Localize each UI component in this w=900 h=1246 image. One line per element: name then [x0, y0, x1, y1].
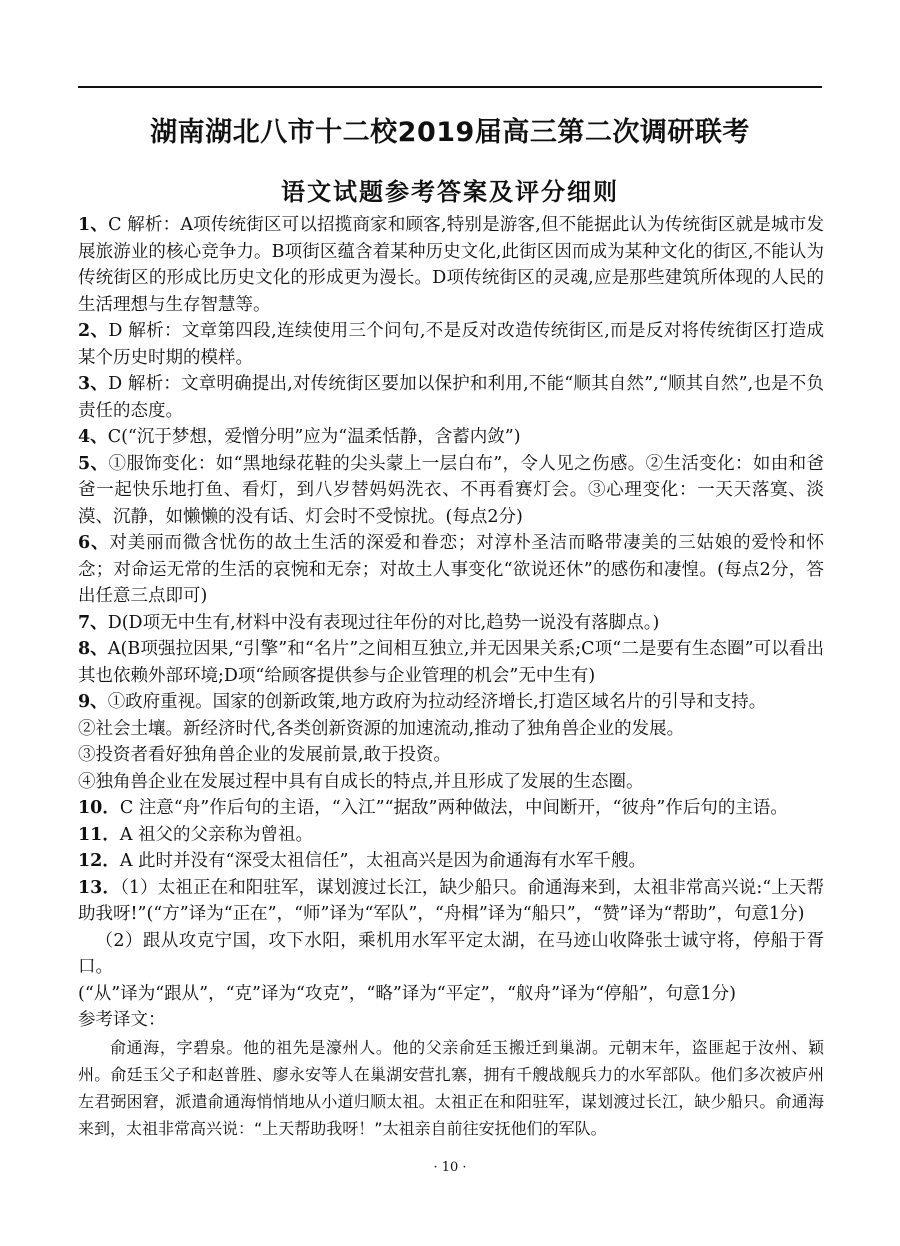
answer-item: [78, 318, 824, 371]
answer-number: 12．: [78, 851, 120, 871]
answer-number: 10．: [78, 798, 120, 818]
answer-item: [78, 769, 824, 796]
answer-item: [78, 636, 824, 689]
answer-text: A 此时并没有“深受太祖信任”，太祖高兴是因为俞通海有水军千艘。: [119, 851, 646, 871]
answer-number: 5、: [78, 453, 109, 474]
answer-item: [78, 530, 824, 610]
answer-item: [78, 610, 824, 637]
answer-number: 2、: [78, 321, 109, 341]
answer-number: 6、: [78, 533, 110, 553]
answer-item: [78, 742, 824, 769]
reference-translation-body: 俞通海，字碧泉。他的祖先是濠州人。他的父亲俞廷玉搬迁到巢湖。元朝末年，盗匪起于汝州、颖州。俞廷玉父子和赵普胜、廖永安等人在巢湖安营扎寨，拥有千艘战舰兵力的水军部队。他们多次被庐州左君弼困窘，派遣俞通海悄悄地从小道归顺太祖。太祖正在和阳驻军，谋划渡过长江，缺少船只。俞通海来到，太祖非常高兴说：“上天帮助我呀！”太祖亲自前往安抚他们的军队。: [78, 1037, 824, 1138]
answer-text: 对美丽而微含忧伤的故土生活的深爱和眷恋；对淳朴圣洁而略带凄美的三姑娘的爱怜和怀念；对命运无常的生活的哀惋和无奈；对故土人事变化“欲说还休”的感伤和凄惶。(每点2分，答出任意三点即可): [78, 533, 824, 606]
answer-item: [78, 212, 824, 318]
answer-item: [78, 795, 824, 822]
answer-number: 8、: [78, 639, 108, 659]
answer-number: 9、: [78, 692, 108, 712]
answer-text: D(D项无中生有,材料中没有表现过往年份的对比,趋势一说没有落脚点。): [107, 612, 660, 633]
answer-text: D 解析：文章第四段,连续使用三个问句,不是反对改造传统街区,而是反对将传统街区打造成某个历史时期的模样。: [78, 321, 825, 368]
answer-item: [78, 424, 824, 451]
answer-number: 1、: [78, 215, 109, 235]
answer-key-subtitle: 语文试题参考答案及评分细则: [281, 177, 619, 206]
answer-text: ①政府重视。国家的创新政策,地方政府为拉动经济增长,打造区域名片的引导和支持。: [107, 692, 767, 712]
page-number: · 10 ·: [433, 1160, 467, 1175]
answer-text: （1）太祖正在和阳驻军，谋划渡过长江，缺少船只。俞通海来到，太祖非常高兴说:“上天帮助我呀!”(“方”译为“正在”，“师”译为“军队”，“舟楫”译为“船只”，“赞”译为“帮助”，句意1分): [78, 877, 824, 924]
answer-content: [78, 212, 824, 1142]
answer-item: [78, 716, 824, 743]
answer-item: [78, 848, 824, 875]
answer-item: [78, 371, 824, 424]
answer-number: 13．: [78, 877, 121, 898]
reference-translation-title: 参考译文：: [78, 1010, 166, 1030]
answer-text: ④独角兽企业在发展过程中具有自成长的特点,并且形成了发展的生态圈。: [78, 771, 644, 792]
header-rule: [78, 86, 822, 88]
answer-text: A(B项强拉因果,“引擎”和“名片”之间相互独立,并无因果关系;C项“二是要有生态圈”可以看出其也依赖外部环境;D项“给顾客提供参与企业管理的机会”无中生有): [78, 639, 824, 686]
answer-text: C(“沉于梦想，爱憎分明”应为“温柔恬静，含蓄内敛”): [107, 427, 521, 447]
answer-item: [78, 822, 824, 849]
answer-number: 11．: [78, 824, 120, 845]
answer-item: [78, 875, 824, 928]
answer-text: A 祖父的父亲称为曾祖。: [119, 824, 314, 845]
answer-text: C 注意“舟”作后句的主语，“入江”“据敌”两种做法，中间断开，“彼舟”作后句的主语。: [119, 798, 788, 818]
answer-number: 3、: [78, 374, 109, 394]
answer-item: [78, 451, 824, 531]
exam-title: 湖南湖北八市十二校2019届高三第二次调研联考: [150, 117, 750, 148]
answer-text: ①服饰变化：如“黑地绿花鞋的尖头蒙上一层白布”，令人见之伤感。②生活变化：如由和爸爸一起快乐地打鱼、看灯，到八岁替妈妈洗衣、不再看赛灯会。③心理变化：一天天落寞、淡漠、沉静，如懒懒的没有话、灯会时不受惊扰。(每点2分): [78, 453, 824, 527]
answer-number: 4、: [78, 427, 108, 447]
answer-text: ③投资者看好独角兽企业的发展前景,敢于投资。: [78, 745, 452, 765]
answer-text: D 解析：文章明确提出,对传统街区要加以保护和利用,不能“顺其自然”,“顺其自然”,也是不负责任的态度。: [78, 374, 824, 421]
q13-part2: （2）跟从攻克宁国，攻下水阳，乘机用水军平定太湖，在马迹山收降张士诚守将，停船于胥口。: [78, 930, 824, 977]
answer-text: ②社会土壤。新经济时代,各类创新资源的加速流动,推动了独角兽企业的发展。: [78, 718, 685, 739]
answer-text: C 解析：A项传统街区可以招揽商家和顾客,特别是游客,但不能据此认为传统街区就是城市发展旅游业的核心竞争力。B项街区蕴含着某种历史文化,此街区因而成为某种文化的街区,不能认为传统街区的形成比历史文化的形成更为漫长。D项传统街区的灵魂,应是那些建筑所体现的人民的生活理想与生存智慧等。: [78, 215, 824, 315]
q13-part2-scoring: (“从”译为“跟从”，“克”译为“攻克”，“略”译为“平定”，“舣舟”译为“停船”，句意1分): [78, 983, 736, 1004]
answer-number: 7、: [78, 612, 108, 633]
answer-item: [78, 689, 824, 716]
